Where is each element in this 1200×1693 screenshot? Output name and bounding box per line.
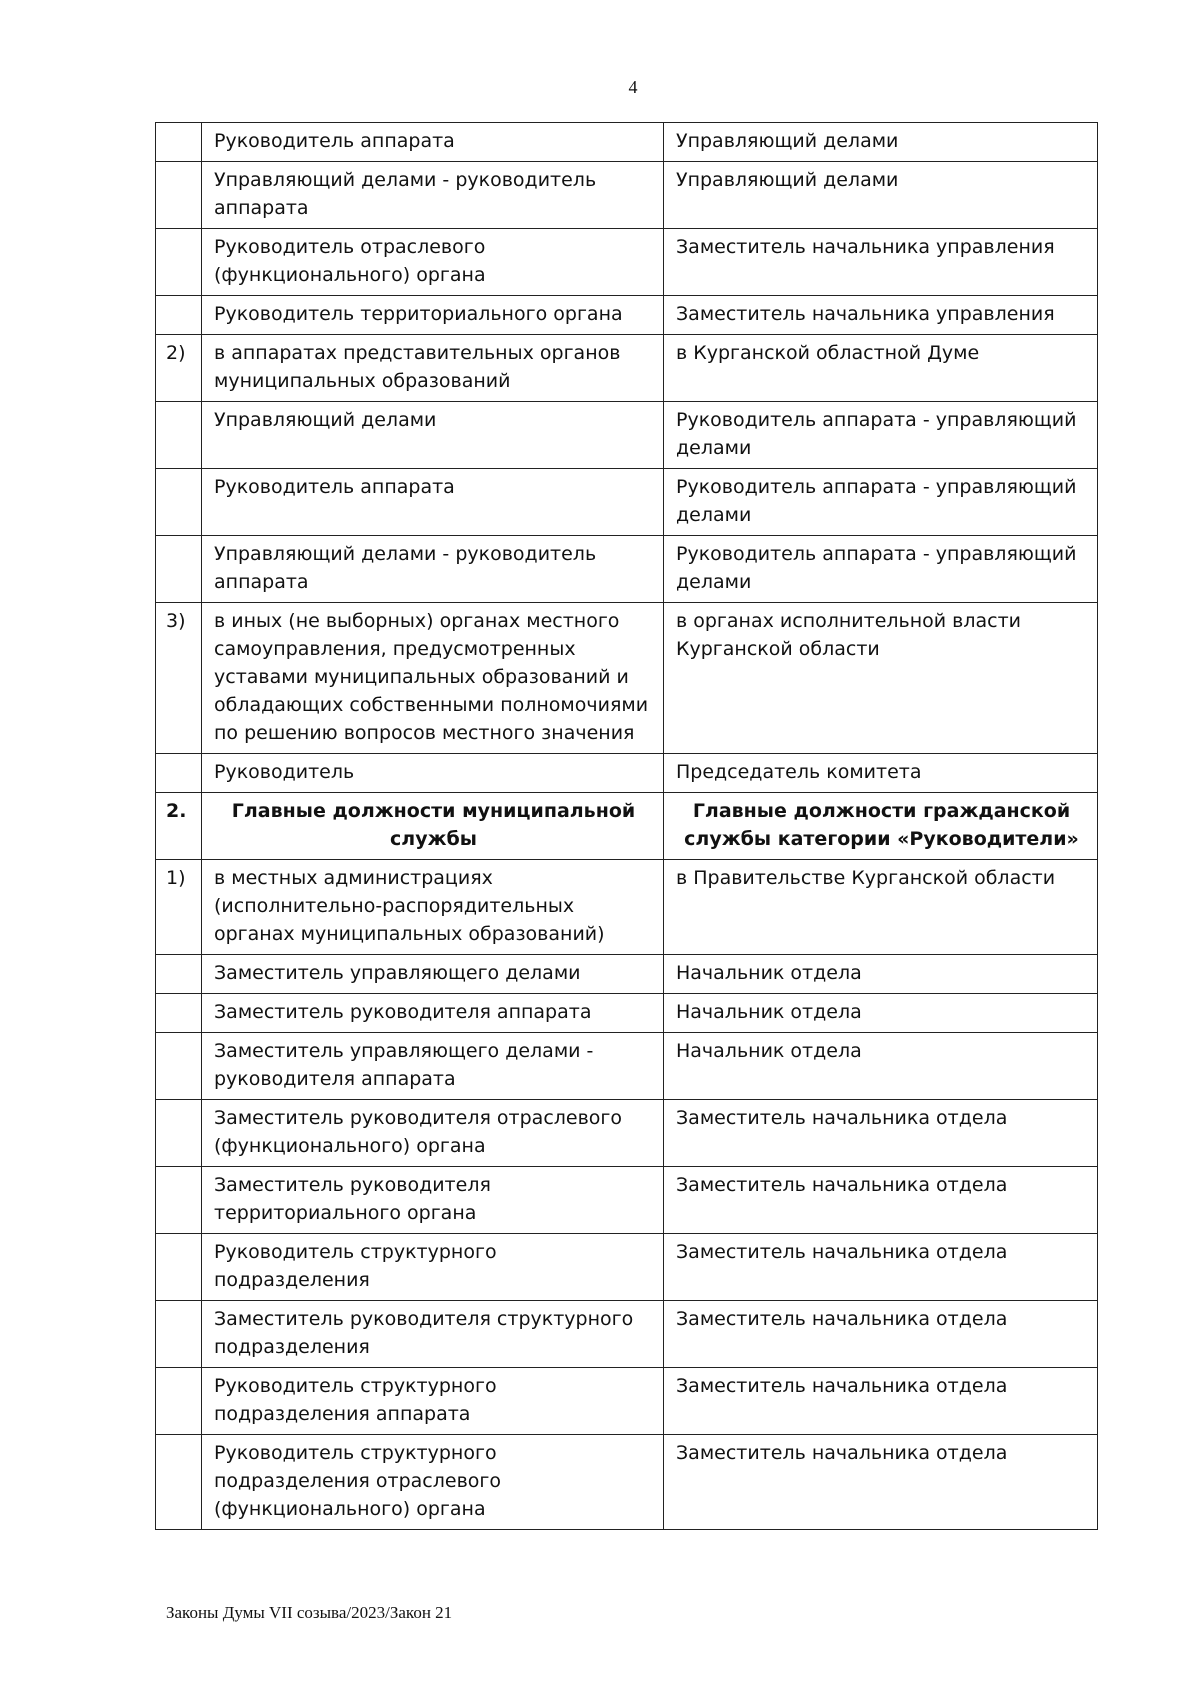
- document-footer: Законы Думы VII созыва/2023/Закон 21: [166, 1603, 453, 1622]
- civil-position: Начальник отдела: [664, 1033, 1098, 1100]
- page-number: 4: [628, 77, 638, 97]
- municipal-position: Заместитель руководителя территориального органа: [202, 1167, 664, 1234]
- row-number: [156, 754, 202, 793]
- table-row: [156, 1234, 1098, 1301]
- table-row: [156, 536, 1098, 603]
- table-row: [156, 1435, 1098, 1530]
- civil-position: Начальник отдела: [664, 955, 1098, 994]
- municipal-position: в местных администрациях (исполнительно-распорядительных органах муниципальных образований): [202, 860, 664, 955]
- row-number: [156, 469, 202, 536]
- municipal-position: Заместитель руководителя структурного подразделения: [202, 1301, 664, 1368]
- municipal-position: Руководитель аппарата: [202, 469, 664, 536]
- row-number: [156, 402, 202, 469]
- civil-position: Заместитель начальника отдела: [664, 1368, 1098, 1435]
- civil-position: Заместитель начальника управления: [664, 296, 1098, 335]
- table-row: [156, 402, 1098, 469]
- row-number: [156, 123, 202, 162]
- civil-position: в органах исполнительной власти Курганской области: [664, 603, 1098, 754]
- row-number: [156, 1033, 202, 1100]
- row-number: 1): [156, 860, 202, 955]
- civil-position: Заместитель начальника отдела: [664, 1100, 1098, 1167]
- municipal-position: Заместитель руководителя отраслевого (функционального) органа: [202, 1100, 664, 1167]
- table-row: [156, 1167, 1098, 1234]
- table-row: [156, 1033, 1098, 1100]
- section-heading-row: [156, 793, 1098, 860]
- municipal-position: Управляющий делами - руководитель аппарата: [202, 162, 664, 229]
- table-row: [156, 123, 1098, 162]
- table-row: [156, 229, 1098, 296]
- civil-position: Руководитель аппарата - управляющий делами: [664, 469, 1098, 536]
- table-row: [156, 1301, 1098, 1368]
- row-number: [156, 955, 202, 994]
- table-row: [156, 335, 1098, 402]
- row-number: 2): [156, 335, 202, 402]
- row-number: [156, 162, 202, 229]
- municipal-position: в иных (не выборных) органах местного самоуправления, предусмотренных уставами муниципальных образований и обладающих собственными полномочиями по решению вопросов местного значения: [202, 603, 664, 754]
- civil-position: Управляющий делами: [664, 162, 1098, 229]
- municipal-position: Управляющий делами - руководитель аппарата: [202, 536, 664, 603]
- row-number: 3): [156, 603, 202, 754]
- table-row: [156, 1368, 1098, 1435]
- municipal-position: Руководитель структурного подразделения отраслевого (функционального) органа: [202, 1435, 664, 1530]
- civil-position: Начальник отдела: [664, 994, 1098, 1033]
- municipal-position: Руководитель: [202, 754, 664, 793]
- positions-table: [155, 122, 1098, 1530]
- row-number: [156, 1234, 202, 1301]
- civil-position: Управляющий делами: [664, 123, 1098, 162]
- table-row: [156, 860, 1098, 955]
- municipal-position: Заместитель управляющего делами - руководителя аппарата: [202, 1033, 664, 1100]
- row-number: [156, 1301, 202, 1368]
- municipal-position: Руководитель отраслевого (функционального) органа: [202, 229, 664, 296]
- row-number: [156, 1435, 202, 1530]
- civil-position: Руководитель аппарата - управляющий делами: [664, 536, 1098, 603]
- row-number: [156, 1100, 202, 1167]
- row-number: [156, 1368, 202, 1435]
- section-number: 2.: [156, 793, 202, 860]
- municipal-position: Заместитель руководителя аппарата: [202, 994, 664, 1033]
- civil-position: в Правительстве Курганской области: [664, 860, 1098, 955]
- row-number: [156, 229, 202, 296]
- civil-position: Председатель комитета: [664, 754, 1098, 793]
- municipal-position: Руководитель аппарата: [202, 123, 664, 162]
- section-heading-municipal: Главные должности муниципальной службы: [202, 793, 664, 860]
- civil-position: Заместитель начальника отдела: [664, 1301, 1098, 1368]
- civil-position: Заместитель начальника управления: [664, 229, 1098, 296]
- table-row: [156, 994, 1098, 1033]
- table-row: [156, 1100, 1098, 1167]
- table-row: [156, 296, 1098, 335]
- civil-position: в Курганской областной Думе: [664, 335, 1098, 402]
- section-heading-civil: Главные должности гражданской службы категории «Руководители»: [664, 793, 1098, 860]
- row-number: [156, 536, 202, 603]
- table-row: [156, 955, 1098, 994]
- row-number: [156, 994, 202, 1033]
- municipal-position: Руководитель структурного подразделения аппарата: [202, 1368, 664, 1435]
- municipal-position: в аппаратах представительных органов муниципальных образований: [202, 335, 664, 402]
- table-row: [156, 754, 1098, 793]
- municipal-position: Руководитель структурного подразделения: [202, 1234, 664, 1301]
- row-number: [156, 296, 202, 335]
- table-row: [156, 162, 1098, 229]
- row-number: [156, 1167, 202, 1234]
- municipal-position: Управляющий делами: [202, 402, 664, 469]
- civil-position: Заместитель начальника отдела: [664, 1234, 1098, 1301]
- municipal-position: Руководитель территориального органа: [202, 296, 664, 335]
- civil-position: Заместитель начальника отдела: [664, 1167, 1098, 1234]
- table-row: [156, 603, 1098, 754]
- civil-position: Заместитель начальника отдела: [664, 1435, 1098, 1530]
- municipal-position: Заместитель управляющего делами: [202, 955, 664, 994]
- civil-position: Руководитель аппарата - управляющий делами: [664, 402, 1098, 469]
- table-row: [156, 469, 1098, 536]
